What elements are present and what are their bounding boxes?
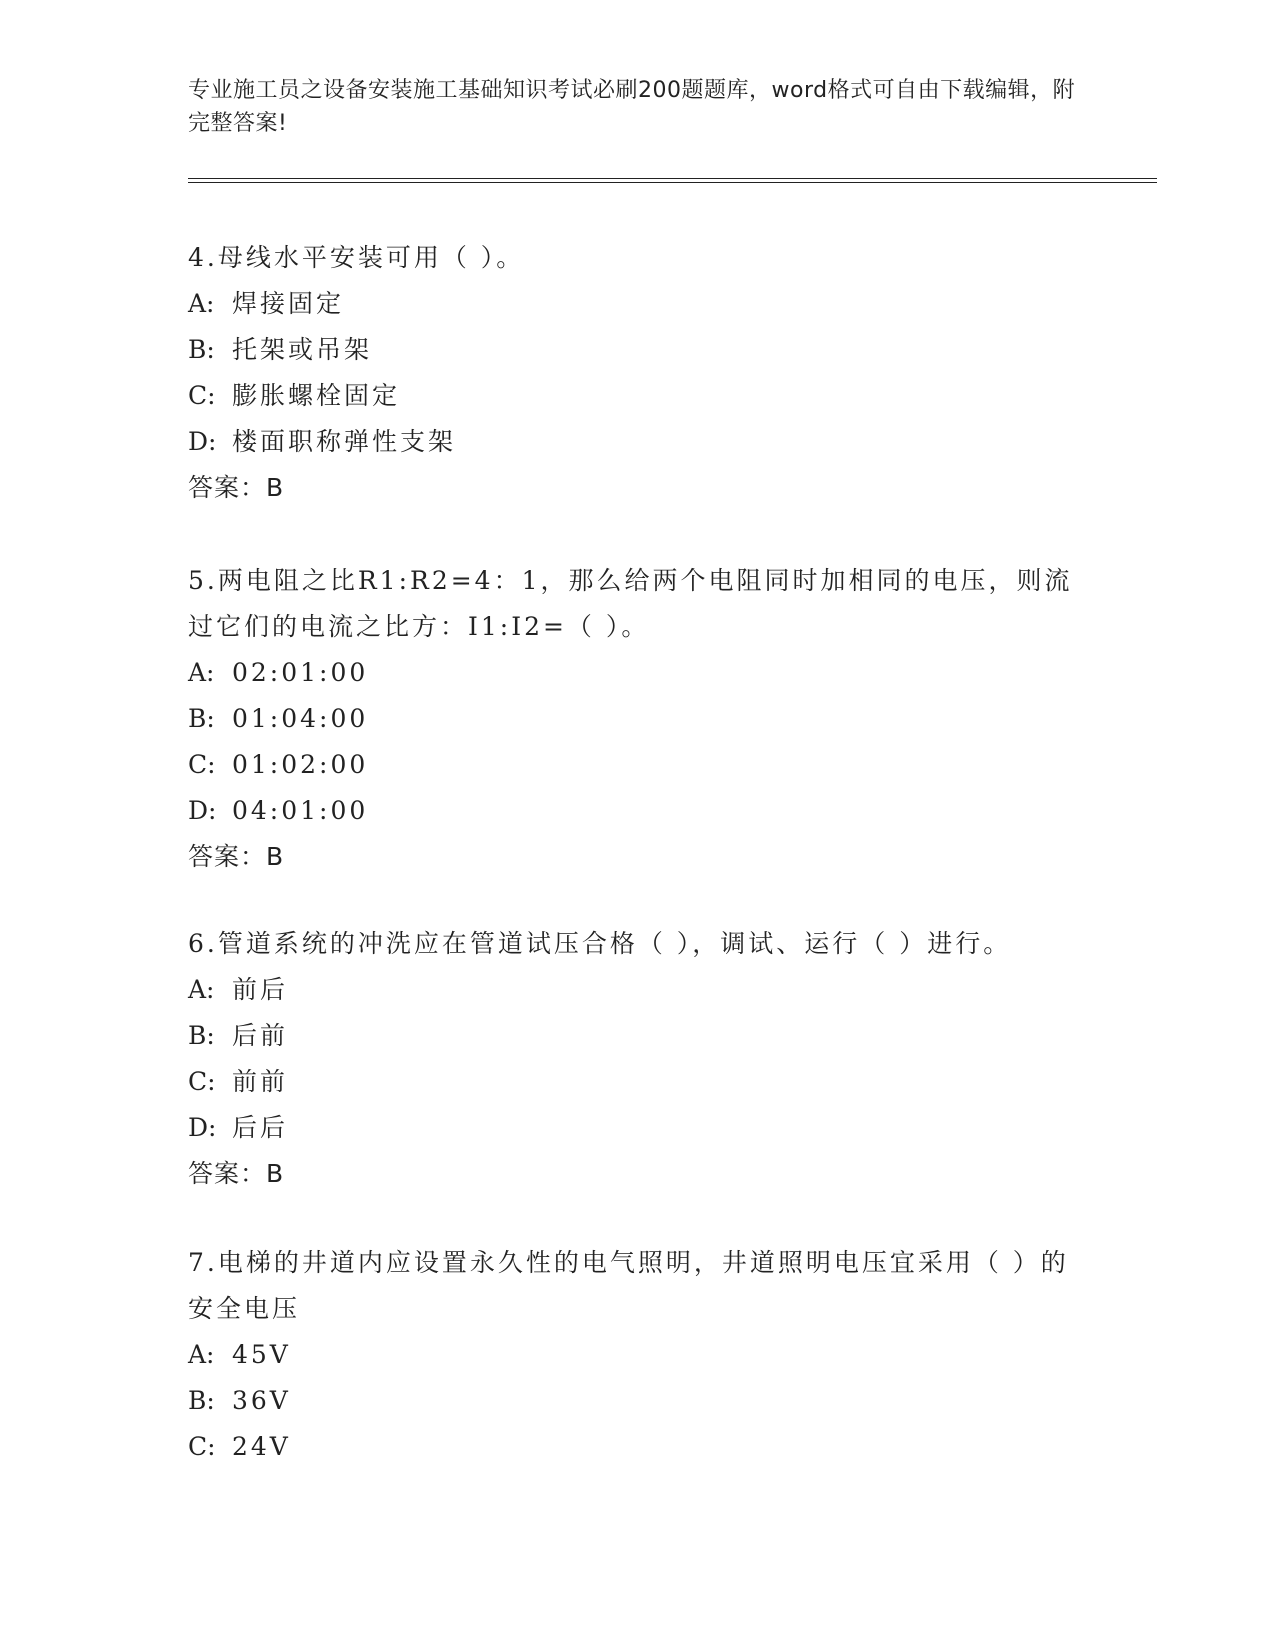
option-text: 02:01:00 <box>232 658 369 687</box>
option-a <box>188 650 1088 696</box>
question-stem: 6.管道系统的冲洗应在管道试压合格（ ），调试、运行（ ）进行。 <box>188 929 1012 958</box>
option-text: 后后 <box>232 1113 289 1142</box>
option-letter: B: <box>188 704 215 733</box>
option-b <box>188 327 1088 373</box>
option-letter: A: <box>188 289 215 318</box>
option-letter: B: <box>188 1021 215 1050</box>
option-b <box>188 1013 1088 1059</box>
option-b <box>188 1378 1088 1424</box>
option-d <box>188 1105 1088 1151</box>
question-stem: 5.两电阻之比R1:R2=4：1，那么给两个电阻同时加相同的电压，则流过它们的电流之比方：I1:I2=（ ）。 <box>188 566 1073 641</box>
question-6 <box>188 921 1088 1197</box>
option-c <box>188 742 1088 788</box>
option-letter: D: <box>188 427 217 456</box>
option-letter: A: <box>188 658 215 687</box>
question-7 <box>188 1240 1088 1470</box>
question-4 <box>188 235 1088 511</box>
option-c <box>188 1059 1088 1105</box>
option-c <box>188 1424 1088 1470</box>
option-letter: A: <box>188 1340 215 1369</box>
option-letter: C: <box>188 381 216 410</box>
option-text: 楼面职称弹性支架 <box>232 427 457 456</box>
option-text: 后前 <box>232 1021 289 1050</box>
answer: 答案：B <box>188 473 285 502</box>
option-c <box>188 373 1088 419</box>
option-text: 01:04:00 <box>232 704 369 733</box>
document-header: 专业施工员之设备安装施工基础知识考试必刷200题题库，word格式可自由下载编辑，附完整答案! <box>188 78 1076 136</box>
option-letter: B: <box>188 335 215 364</box>
option-a <box>188 967 1088 1013</box>
option-text: 前前 <box>232 1067 289 1096</box>
option-letter: D: <box>188 1113 217 1142</box>
option-d <box>188 788 1088 834</box>
option-letter: A: <box>188 975 215 1004</box>
option-text: 04:01:00 <box>232 796 369 825</box>
option-text: 前后 <box>232 975 289 1004</box>
option-letter: D: <box>188 796 217 825</box>
option-a <box>188 281 1088 327</box>
question-5 <box>188 558 1088 880</box>
header-divider-bottom <box>188 182 1157 183</box>
option-text: 焊接固定 <box>232 289 345 318</box>
option-text: 托架或吊架 <box>232 335 373 364</box>
option-letter: B: <box>188 1386 215 1415</box>
option-text: 45V <box>232 1340 291 1369</box>
option-text: 01:02:00 <box>232 750 369 779</box>
option-letter: C: <box>188 750 216 779</box>
question-stem: 4.母线水平安装可用（ ）。 <box>188 243 525 272</box>
answer: 答案：B <box>188 842 285 871</box>
option-text: 24V <box>232 1432 291 1461</box>
header-divider-top <box>188 178 1157 179</box>
option-text: 膨胀螺栓固定 <box>232 381 401 410</box>
question-stem: 7.电梯的井道内应设置永久性的电气照明，井道照明电压宜采用（ ）的安全电压 <box>188 1248 1069 1323</box>
option-b <box>188 696 1088 742</box>
option-a <box>188 1332 1088 1378</box>
option-text: 36V <box>232 1386 291 1415</box>
option-letter: C: <box>188 1067 216 1096</box>
option-letter: C: <box>188 1432 216 1461</box>
answer: 答案：B <box>188 1159 285 1188</box>
option-d <box>188 419 1088 465</box>
